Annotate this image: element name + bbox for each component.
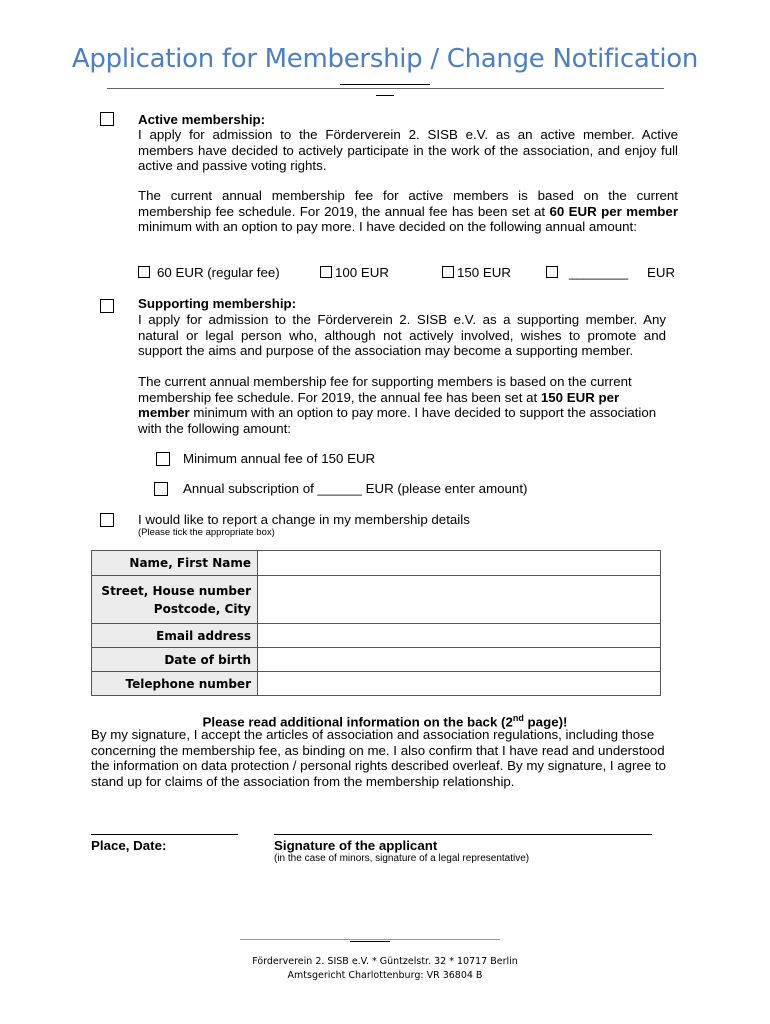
street-label: Street, House number <box>101 583 251 598</box>
place-date-line[interactable] <box>91 834 238 835</box>
support-min-label: Minimum annual fee of 150 EUR <box>183 451 376 466</box>
table-row <box>92 624 661 648</box>
signature-line[interactable] <box>274 834 652 835</box>
change-details-label: I would like to report a change in my membership details <box>138 512 470 527</box>
fee-100-label: 100 EUR <box>335 265 389 280</box>
support-custom-checkbox[interactable] <box>154 482 168 496</box>
fee-custom-blank[interactable]: ________ <box>569 265 629 280</box>
page-title: Application for Membership / Change Notification <box>71 44 699 74</box>
fee-60-label: 60 EUR (regular fee) <box>157 265 280 280</box>
supporting-fee-text-2: minimum with an option to pay more. I have decided to support the association with the following amount: <box>138 405 657 436</box>
fee-100-checkbox[interactable] <box>320 266 332 278</box>
title-underline-short <box>340 84 430 85</box>
member-details-table <box>91 550 661 696</box>
support-min-checkbox[interactable] <box>156 452 170 466</box>
active-membership-checkbox[interactable] <box>100 112 114 126</box>
supporting-fee-text-1: The current annual membership fee for supporting members is based on the current membership fee schedule. For 2019, the annual fee has been set at <box>138 374 632 405</box>
active-membership-heading: Active membership: <box>138 112 266 127</box>
name-label: Name, First Name <box>92 551 258 576</box>
table-row <box>92 551 661 576</box>
footer-divider-mark <box>350 941 390 942</box>
dob-input[interactable] <box>258 648 661 672</box>
table-row <box>92 576 661 624</box>
supporting-membership-heading: Supporting membership: <box>138 296 297 311</box>
phone-label: Telephone number <box>92 672 258 696</box>
active-membership-text: I apply for admission to the Förderverein 2. SISB e.V. as an active member. Active members have decided to actively participate in the work of the association, and enjoy full active and passive voting rights. <box>138 127 678 174</box>
address-label <box>92 576 258 624</box>
footer-divider <box>240 939 500 940</box>
active-fee-paragraph <box>138 188 678 235</box>
phone-input[interactable] <box>258 672 661 696</box>
table-row <box>92 672 661 696</box>
support-custom-label: Annual subscription of ______ EUR (please enter amount) <box>183 481 528 496</box>
title-divider <box>107 88 664 89</box>
supporting-membership-text: I apply for admission to the Förderverein 2. SISB e.V. as a supporting member. Any natural or legal person who, although not actively involved, wishes to promote and support the aims and purpose of the association may become a supporting member. <box>138 312 666 359</box>
fee-150-label: 150 EUR <box>457 265 511 280</box>
address-input[interactable] <box>258 576 661 624</box>
fee-60-checkbox[interactable] <box>138 266 150 278</box>
name-input[interactable] <box>258 551 661 576</box>
active-fee-text-1: The current annual membership fee for active members is based on the current membership fee schedule. For 2019, the annual fee has been set at <box>138 188 678 219</box>
table-row <box>92 648 661 672</box>
footer-line-1: Förderverein 2. SISB e.V. * Güntzelstr. 32 * 10717 Berlin <box>252 956 518 967</box>
email-input[interactable] <box>258 624 661 648</box>
notice-heading-pre: Please read additional information on the back (2 <box>202 714 513 730</box>
change-details-checkbox[interactable] <box>100 513 114 527</box>
title-underline-mark <box>376 95 394 96</box>
fee-150-checkbox[interactable] <box>442 266 454 278</box>
supporting-fee-amount: 150 EUR per member <box>138 389 620 421</box>
postcode-label: Postcode, City <box>153 601 251 616</box>
dob-label: Date of birth <box>92 648 258 672</box>
supporting-fee-paragraph <box>138 374 668 436</box>
active-fee-amount: 60 EUR per member <box>549 203 678 219</box>
signature-label: Signature of the applicant <box>274 838 438 853</box>
place-date-label: Place, Date: <box>91 838 167 853</box>
active-fee-text-2: minimum with an option to pay more. I have decided on the following annual amount: <box>138 219 637 235</box>
fee-custom-currency: EUR <box>647 265 676 280</box>
footer-line-2: Amtsgericht Charlottenburg: VR 36804 B <box>287 970 483 981</box>
notice-heading-post: page)! <box>523 714 568 730</box>
fee-custom-checkbox[interactable] <box>546 266 558 278</box>
email-label: Email address <box>92 624 258 648</box>
supporting-membership-checkbox[interactable] <box>100 299 114 313</box>
change-details-note: (Please tick the appropriate box) <box>138 527 275 538</box>
notice-body: By my signature, I accept the articles of association and association regulations, including those concerning the membership fee, as binding on me. I also confirm that I have read and understood the information on data protection / personal rights described overleaf. By my signature, I agree to stand up for claims of the association from the membership relationship. <box>91 727 667 789</box>
notice-heading-sup: nd <box>512 713 524 723</box>
signature-note: (in the case of minors, signature of a legal representative) <box>274 853 530 864</box>
